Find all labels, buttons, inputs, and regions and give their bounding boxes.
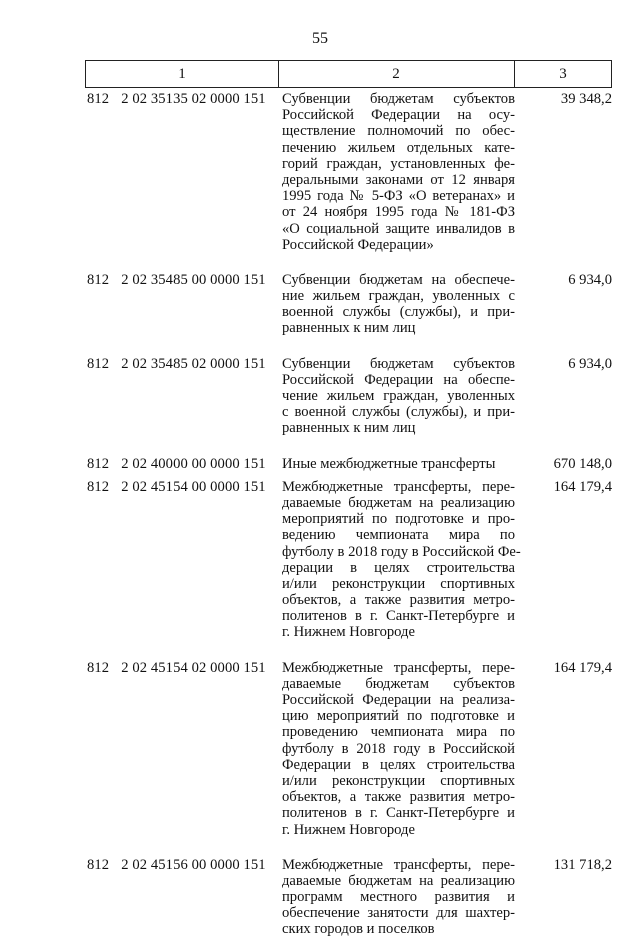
name-line: ние жильем граждан, уволенных с [282,288,515,305]
row-code [87,479,266,495]
name-line: Иные межбюджетные трансферты [282,455,496,472]
name-line: и/или реконструкции спортивных [282,575,515,592]
table-row [85,356,615,437]
admin-code: 812 [87,271,110,288]
row-name [282,456,515,472]
table-row [85,479,615,641]
name-line: футболу в 2018 году в Российской Фе- [282,543,521,560]
name-line: от 24 ноября 1995 года № 181-ФЗ [282,204,515,221]
budget-code: 2 02 35485 00 0000 151 [121,271,266,288]
name-line: Российской Федерации на осу- [282,107,515,124]
name-line: футболу в 2018 году в Российской [282,740,515,757]
admin-code: 812 [87,91,110,107]
name-line: Субвенции бюджетам на обеспече- [282,271,515,288]
row-amount: 6 934,0 [568,271,612,288]
row-name [282,356,515,437]
admin-code: 812 [87,856,110,873]
row-name [282,272,515,337]
name-line: Межбюджетные трансферты, пере- [282,478,515,495]
row-code [87,660,266,676]
name-line: политенов в г. Санкт-Петербурге и [282,608,515,625]
header-col-3: 3 [559,66,567,82]
table-header [85,60,612,88]
page-number: 55 [312,30,328,47]
name-line: г. Нижнем Новгороде [282,624,415,641]
row-amount: 131 718,2 [553,856,612,873]
name-line: военной службы (службы), и при- [282,304,515,321]
row-code [87,857,266,873]
table-row [85,272,615,337]
budget-code: 2 02 45154 02 0000 151 [121,659,266,676]
name-line: Субвенции бюджетам субъектов [282,355,515,372]
row-code [87,456,266,472]
name-line: и/или реконструкции спортивных [282,772,515,789]
name-line: Российской Федерации на реализа- [282,692,515,708]
table-row [85,91,615,253]
name-line: горий граждан, установленных фе- [282,155,515,172]
name-line: ществление полномочий по обес- [282,123,515,140]
name-line: чение жильем граждан, уволенных [282,388,515,404]
name-line: проведению чемпионата мира по [282,724,515,741]
row-amount: 164 179,4 [553,478,612,495]
name-line: даваемые бюджетам на реализацию [282,872,515,889]
admin-code: 812 [87,478,110,495]
name-line: равненных к ним лиц [282,320,416,337]
name-line: даваемые бюджетам субъектов [282,675,515,692]
table-row [85,456,615,472]
admin-code: 812 [87,455,110,472]
name-line: даваемые бюджетам на реализацию [282,494,515,511]
name-line: равненных к ним лиц [282,420,416,437]
name-line: обеспечение занятости для шахтер- [282,905,515,922]
table-row [85,857,615,938]
name-line: 1995 года № 5-ФЗ «О ветеранах» и [282,188,515,205]
row-code [87,91,266,107]
name-line: с военной службы (службы), и при- [282,404,515,421]
name-line: объектов, а также развития метро- [282,789,515,806]
table-body [85,91,615,938]
row-name [282,857,515,938]
name-line: Российской Федерации на обеспе- [282,371,515,388]
name-line: печению жильем отдельных кате- [282,139,515,156]
name-line: мероприятий по подготовке и про- [282,511,515,528]
table-row [85,660,615,838]
name-line: программ местного развития и [282,889,515,906]
name-line: объектов, а также развития метро- [282,592,515,609]
name-line: Межбюджетные трансферты, пере- [282,659,515,676]
budget-code: 2 02 35485 02 0000 151 [121,355,266,372]
row-name [282,478,521,641]
name-line: г. Нижнем Новгороде [282,821,415,838]
name-line: политенов в г. Санкт-Петербурге и [282,805,515,822]
name-line: деральными законами от 12 января [282,171,515,188]
name-line: Межбюджетные трансферты, пере- [282,856,515,873]
name-line: цию мероприятий по подготовке и [282,708,515,725]
admin-code: 812 [87,355,110,372]
name-line: Субвенции бюджетам субъектов [282,91,515,107]
budget-code: 2 02 45156 00 0000 151 [121,856,266,873]
row-amount: 39 348,2 [560,91,612,107]
name-line: дерации в целях строительства [282,559,515,576]
budget-code: 2 02 35135 02 0000 151 [121,91,266,107]
row-code [87,356,266,372]
name-line: Российской Федерации» [282,236,434,253]
budget-code: 2 02 40000 00 0000 151 [121,455,266,472]
row-amount: 670 148,0 [553,455,612,472]
header-col-2: 2 [278,61,515,87]
name-line: «О социальной защите инвалидов в [282,220,515,237]
header-col-1: 1 [86,61,279,87]
row-name [282,91,515,253]
row-amount: 6 934,0 [568,355,612,372]
name-line: Федерации в целях строительства [282,756,515,773]
row-code [87,272,266,288]
row-name [282,660,515,838]
budget-code: 2 02 45154 00 0000 151 [121,478,266,495]
name-line: ведению чемпионата мира по [282,527,515,544]
admin-code: 812 [87,659,110,676]
name-line: ских городов и поселков [282,921,435,938]
row-amount: 164 179,4 [553,659,612,676]
